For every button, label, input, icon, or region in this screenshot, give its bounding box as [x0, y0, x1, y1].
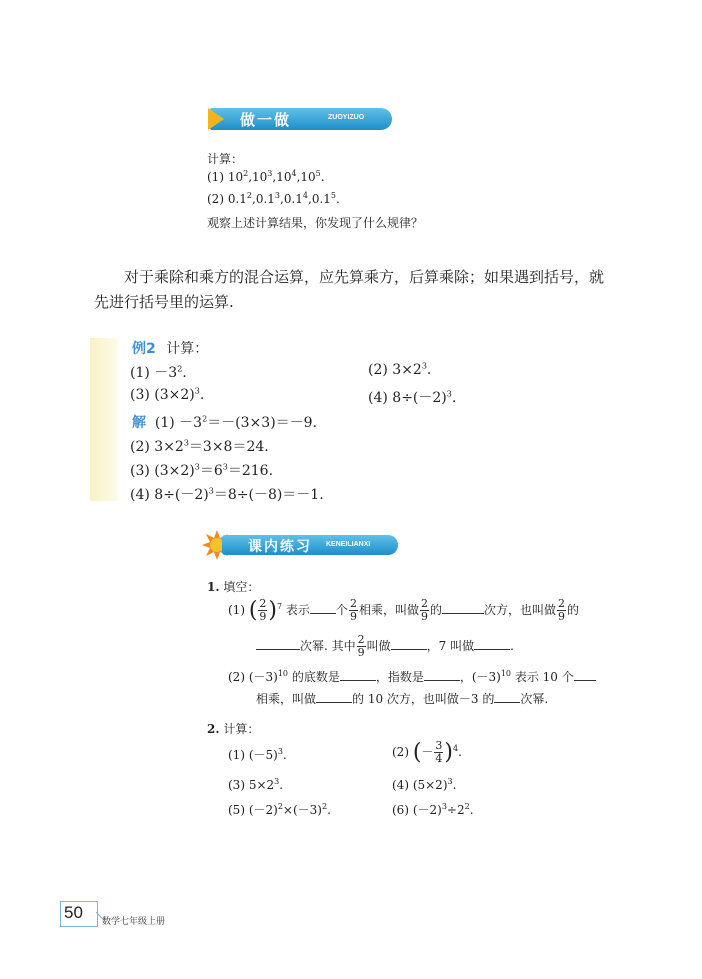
example-item-2: (2) $3\times 2^3$.	[368, 361, 432, 378]
play-triangle-icon	[208, 108, 224, 130]
practice-q1-part1-line1: (1) ( $\frac{2}{9}$ )$^7$ 表示 个 $\frac{2}{9}$ 相乘，叫做 $\frac{2}{9}$ 的 次方，也叫做 $\frac{2}{9}$ 的	[228, 597, 579, 623]
page-number: 50	[64, 903, 83, 922]
zuoyizuo-question: 观察上述计算结果，你发现了什么规律？	[207, 216, 424, 230]
practice-q2-heading: 2. 计算：	[207, 722, 260, 736]
example-prompt: 计算：	[166, 341, 209, 357]
zuoyizuo-item-2: (2) $0.1^2,0.1^3,0.1^4,0.1^5$.	[207, 191, 340, 206]
practice-q1-part2-line1: (2) $(-3)^{10}$ 的底数是 ，指数是 ，$(-3)^{10}$ 表示 10 个	[228, 668, 596, 685]
zuoyizuo-pinyin: ZUOYIZUO	[328, 114, 365, 121]
rule-line-1: 对于乘除和乘方的混合运算，应先算乘方，后算乘除；如果遇到括号，就	[124, 268, 605, 286]
zuoyizuo-banner	[210, 108, 392, 130]
zuoyizuo-item-1: (1) $10^2,10^3,10^4,10^5$.	[207, 169, 325, 184]
zuoyizuo-title: 做一做	[240, 111, 292, 129]
solution-line-2: (2) $3\times 2^3=3\times 8=24$.	[130, 438, 269, 455]
example-item-4: (4) $8\div(-2)^3$.	[368, 389, 457, 406]
solution-line-1: 解 $(1) -3^2=-(3\times 3)=-9$.	[132, 414, 318, 431]
practice-pinyin: KENEILIANXI	[326, 541, 371, 548]
practice-title: 课内练习	[248, 539, 312, 555]
solution-line-4: (4) $8\div(-2)^3=8\div(-8)=-1$.	[130, 486, 324, 503]
practice-q2-item-4: (4) $(5\times 2)^3$.	[392, 777, 457, 792]
practice-q2-item-1: (1) $(-5)^3$.	[228, 747, 287, 762]
practice-q2-item-3: (3) $5\times 2^3$.	[228, 777, 284, 792]
zuoyizuo-intro: 计算：	[207, 152, 244, 166]
solution-line-3: (3) $(3\times 2)^3=6^3=216$.	[130, 462, 274, 479]
practice-q2-item-2: (2) (－ $\frac{3}{4}$ )$^4$.	[392, 739, 462, 765]
practice-q2-item-5: (5) $(-2)^2\times(-3)^2$.	[228, 802, 331, 817]
example-item-1: $(1) -3^2$.	[130, 364, 187, 381]
rule-line-2: 先进行括号里的运算.	[94, 293, 234, 311]
practice-q1-part2-line2: 相乘，叫做 的 10 次方，也叫做－3 的 次幂.	[256, 692, 549, 706]
book-title: 数学七年级上册	[102, 917, 166, 927]
solution-label: 解	[132, 415, 146, 431]
practice-q1-heading: 1. 填空：	[207, 580, 260, 594]
example-label: 例2	[132, 341, 156, 357]
practice-banner	[222, 535, 398, 555]
example-item-3: (3) $(3\times 2)^3$.	[130, 386, 205, 403]
example-heading	[132, 338, 208, 358]
practice-q1-part1-line2: 次幂. 其中 $\frac{2}{9}$ 叫做 ，7 叫做 .	[256, 634, 514, 659]
example-highlight-bar	[90, 338, 118, 501]
practice-q2-item-6: (6) $(-2)^3\div 2^2$.	[392, 802, 474, 817]
